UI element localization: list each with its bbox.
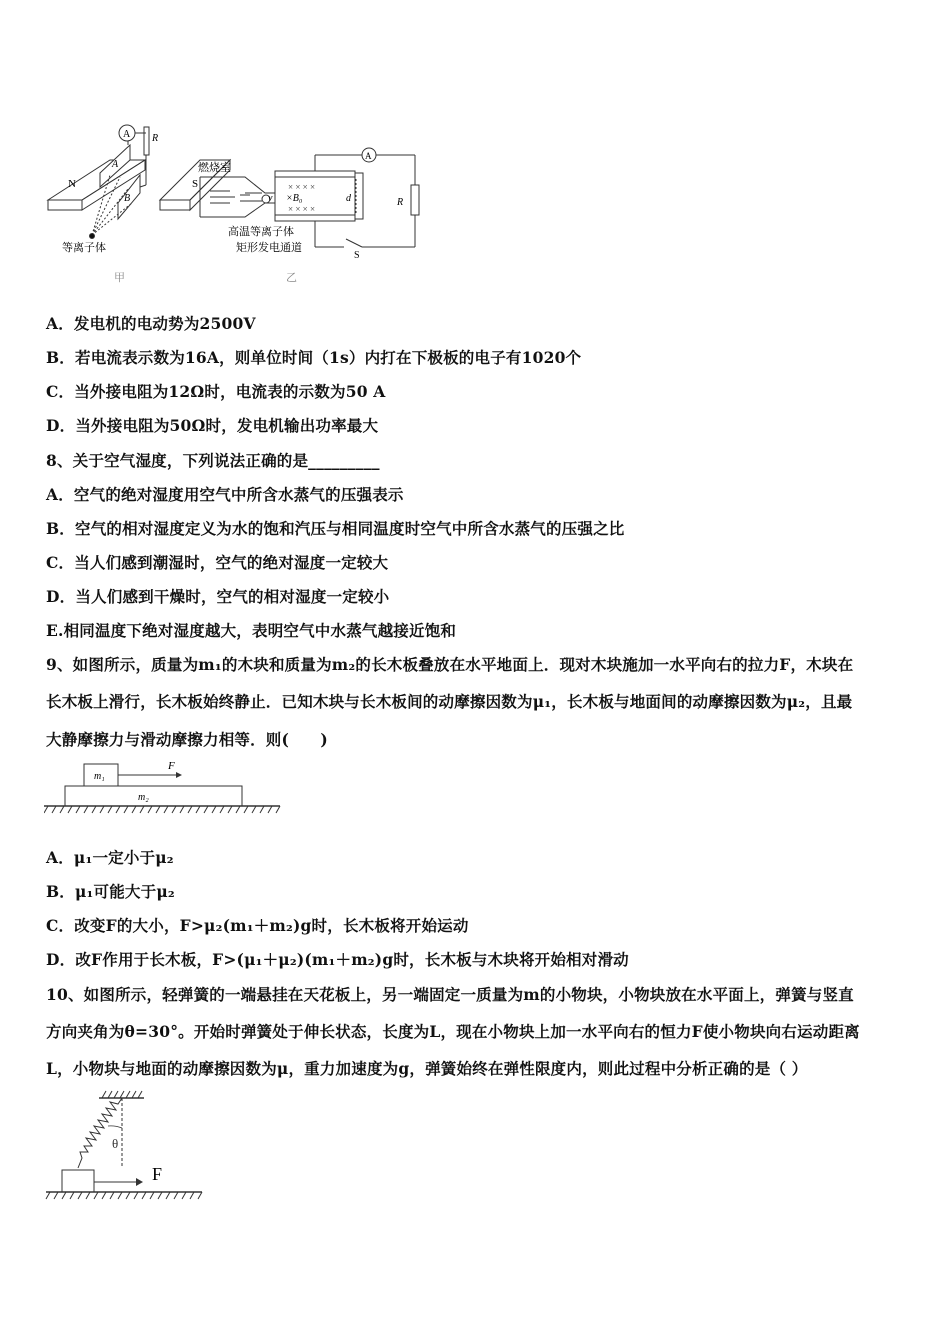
q8-option-a: A．空气的绝对湿度用空气中所含水蒸气的压强表示 [46, 485, 404, 504]
q8-option-c: C．当人们感到潮湿时，空气的绝对湿度一定较大 [46, 553, 389, 572]
yi-combustion-label: 燃烧室 [198, 162, 231, 174]
q9-force-label: F [168, 760, 175, 772]
q8-stem: 8、关于空气湿度，下列说法正确的是_________ [46, 451, 380, 470]
yi-label: 乙 [286, 272, 297, 284]
q8-option-d: D．当人们感到干燥时，空气的相对湿度一定较小 [46, 587, 390, 606]
q9-option-b: B．μ₁可能大于μ₂ [46, 882, 175, 901]
svg-text:× × × ×: × × × × [288, 204, 316, 214]
yi-resistor-label: R [397, 197, 404, 208]
yi-channel-label: 矩形发电通道 [236, 242, 302, 254]
jia-plate-b-label: B [124, 193, 131, 204]
yi-switch-label: S [354, 250, 360, 261]
q7-option-b: B．若电流表示数为16A，则单位时间（1s）内打在下极板的电子有1020个 [46, 348, 582, 367]
q9-stem-line-2: 长木板上滑行，长木板始终静止．已知木块与长木板间的动摩擦因数为μ₁，长木板与地面间的动摩擦因数为μ₂，且最 [46, 692, 853, 711]
jia-pole-n-label: N [68, 178, 76, 190]
figure-generators [40, 115, 430, 295]
q10-angle-label: θ [112, 1136, 119, 1151]
q8-option-e: E.相同温度下绝对湿度越大，表明空气中水蒸气越接近饱和 [46, 621, 457, 640]
yi-field-label: ×B₀ [286, 193, 303, 204]
q9-block-label: m₁ [94, 771, 105, 782]
q7-option-a: A．发电机的电动势为2500V [46, 314, 256, 333]
q7-option-c: C．当外接电阻为12Ω时，电流表的示数为50 A [46, 382, 386, 401]
jia-plate-a-label: A [112, 159, 119, 170]
q10-stem-line-2: 方向夹角为θ=30°。开始时弹簧处于伸长状态，长度为L，现在小物块上加一水平向右的恒力F使小物块向右运动距离 [46, 1022, 860, 1041]
yi-gap-label: d [346, 193, 351, 204]
q9-figure [44, 758, 284, 818]
q9-option-d: D．改F作用于长木板，F>(μ₁＋μ₂)(m₁＋m₂)g时，长木板与木块将开始相对滑动 [46, 950, 629, 969]
q10-force-label: F [152, 1164, 163, 1184]
svg-text:× × × ×: × × × × [288, 182, 316, 192]
q9-board-label: m₂ [138, 792, 149, 803]
jia-pole-s-label: S [192, 178, 199, 190]
q9-option-a: A．μ₁一定小于μ₂ [46, 848, 174, 867]
q7-option-d: D．当外接电阻为50Ω时，发电机输出功率最大 [46, 416, 379, 435]
q10-figure [44, 1088, 209, 1208]
jia-resistor-label: R [152, 133, 159, 144]
yi-meter-label: A [365, 151, 372, 161]
q10-stem-line-3: L，小物块与地面的动摩擦因数为μ，重力加速度为g，弹簧始终在弹性限度内，则此过程中分析正确的是（ ） [46, 1059, 808, 1078]
q9-stem-line-3: 大静摩擦力与滑动摩擦力相等．则( ) [46, 730, 328, 749]
yi-velocity-label: v [268, 193, 273, 204]
jia-caption: 等离子体 [62, 242, 106, 254]
q8-option-b: B．空气的相对湿度定义为水的饱和汽压与相同温度时空气中所含水蒸气的压强之比 [46, 519, 625, 538]
q10-stem-line-1: 10、如图所示，轻弹簧的一端悬挂在天花板上，另一端固定一质量为m的小物块，小物块放在水平面上，弹簧与竖直 [46, 985, 854, 1004]
jia-meter-label: A [123, 129, 131, 140]
jia-label: 甲 [114, 272, 125, 284]
yi-plasma-label: 高温等离子体 [228, 226, 294, 238]
q9-option-c: C．改变F的大小，F>μ₂(m₁＋m₂)g时，长木板将开始运动 [46, 916, 469, 935]
q9-stem-line-1: 9、如图所示，质量为m₁的木块和质量为m₂的长木板叠放在水平地面上．现对木块施加一水平向右的拉力F，木块在 [46, 655, 854, 674]
